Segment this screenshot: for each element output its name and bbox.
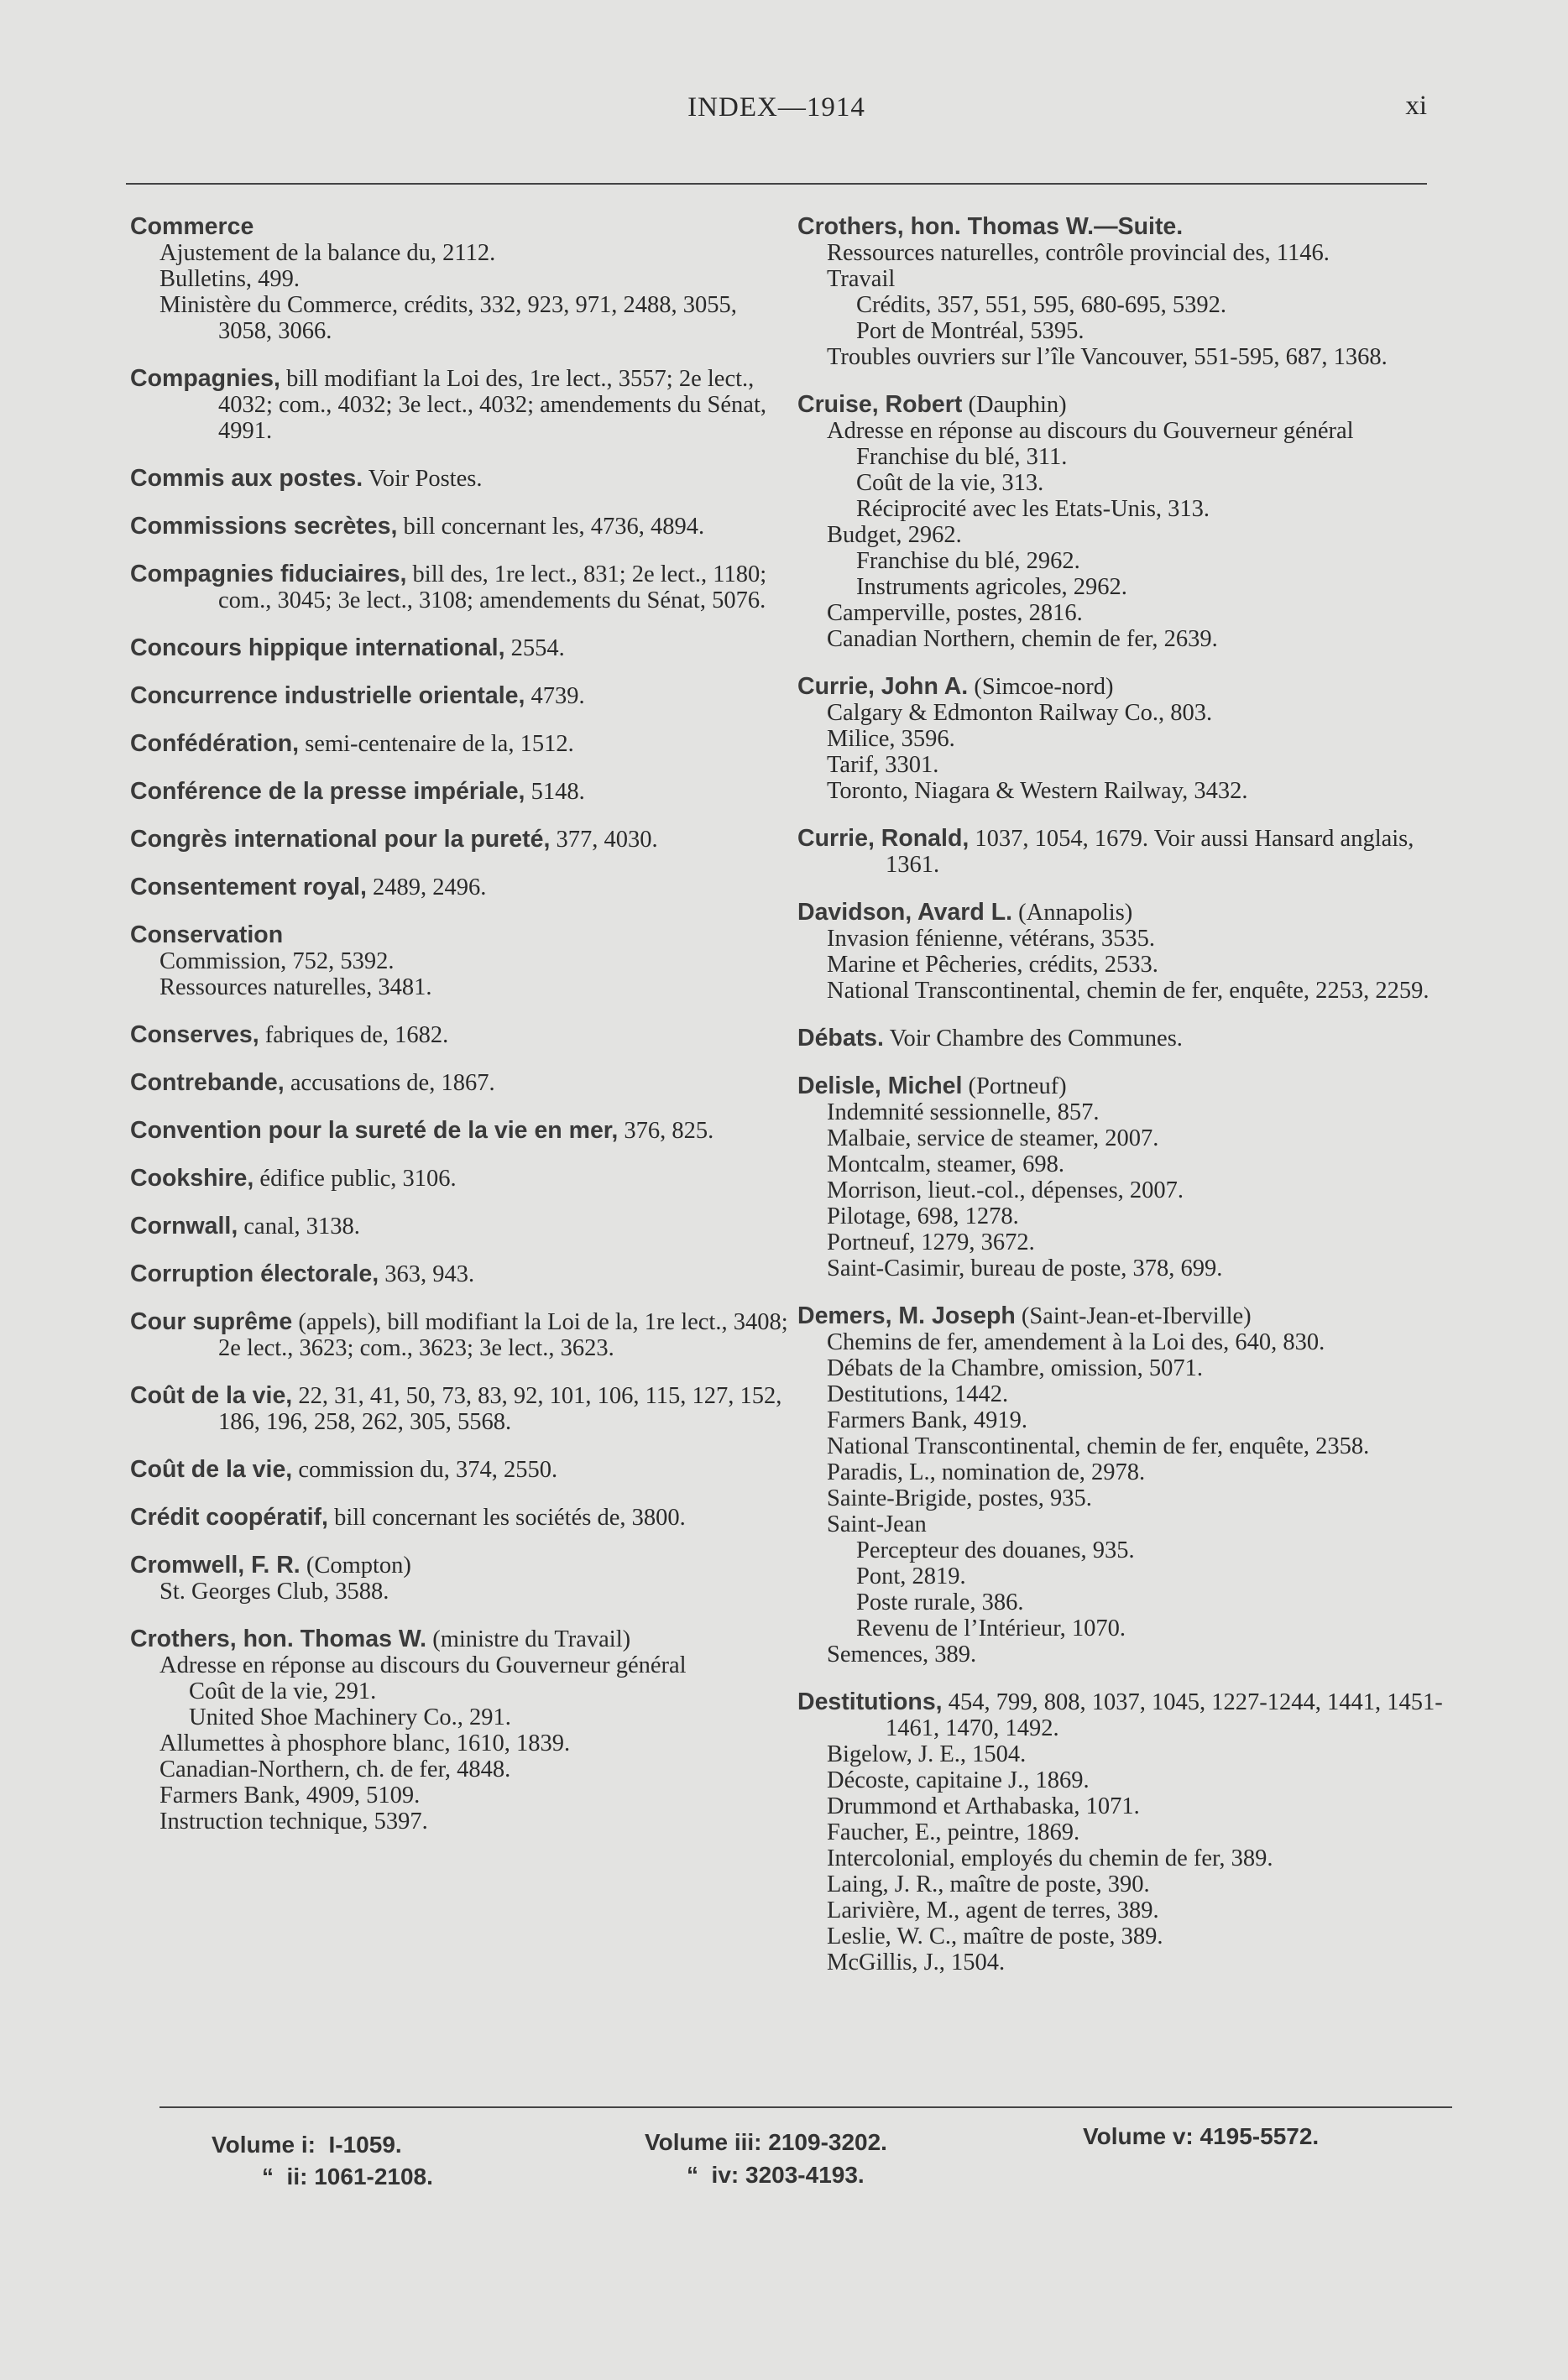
- sub-entry: Port de Montréal, 5395.: [856, 318, 1085, 344]
- entry-references: canal, 3138.: [238, 1213, 360, 1240]
- entry-term: Conférence de la presse impériale,: [130, 778, 525, 805]
- entry-heading: [130, 1261, 793, 1287]
- sub-entry: Indemnité sessionnelle, 857.: [827, 1099, 1100, 1125]
- entry-term: Conservation: [130, 921, 284, 948]
- sub-entry: Ministère du Commerce, crédits, 332, 923, 971, 2488, 3055, 3058, 3066.: [159, 292, 737, 344]
- index-entry: [797, 674, 1461, 804]
- index-entry: [130, 214, 793, 344]
- sub-entry: Ressources naturelles, 3481.: [159, 974, 432, 1000]
- index-entry: [797, 900, 1461, 1004]
- entry-term: Contrebande,: [130, 1069, 285, 1096]
- sub-entry: Sainte-Brigide, postes, 935.: [827, 1485, 1092, 1511]
- entry-term: Demers, M. Joseph: [797, 1302, 1016, 1329]
- sub-entry: Leslie, W. C., maître de poste, 389.: [827, 1923, 1163, 1949]
- footer-rule: [159, 2106, 1452, 2108]
- index-column-right: [797, 214, 1461, 1997]
- entry-heading: [130, 635, 793, 661]
- entry-references: bill des, 1re lect., 831; 2e lect., 1180; com., 3045; 3e lect., 3108; amendements du Sénat, 5076.: [218, 561, 767, 613]
- entry-heading: [130, 1213, 793, 1240]
- entry-term: Davidson, Avard L.: [797, 899, 1013, 926]
- entry-references: fabriques de, 1682.: [259, 1022, 449, 1048]
- sub-entry: Instruments agricoles, 2962.: [856, 574, 1127, 600]
- sub-entry: Pilotage, 698, 1278.: [827, 1203, 1019, 1229]
- index-entry: [797, 1303, 1461, 1668]
- sub-entry: Poste rurale, 386.: [856, 1589, 1024, 1615]
- sub-entry: Canadian-Northern, ch. de fer, 4848.: [159, 1756, 511, 1782]
- sub-entry: Décoste, capitaine J., 1869.: [827, 1767, 1090, 1793]
- entry-heading: [130, 683, 793, 709]
- sub-entry: Adresse en réponse au discours du Gouverneur général: [827, 418, 1354, 444]
- entry-references: 1037, 1054, 1679. Voir aussi Hansard anglais, 1361.: [886, 826, 1414, 878]
- sub-entry: Commission, 752, 5392.: [159, 948, 395, 974]
- sub-entry: Allumettes à phosphore blanc, 1610, 1839.: [159, 1730, 571, 1756]
- entry-term: Crothers, hon. Thomas W.—Suite.: [797, 213, 1184, 240]
- entry-term: Convention pour la sureté de la vie en mer,: [130, 1117, 619, 1144]
- index-entry: [130, 1309, 793, 1361]
- entry-heading: [130, 1118, 793, 1144]
- index-column-left: [130, 214, 793, 1856]
- sub-entry: Destitutions, 1442.: [827, 1381, 1009, 1407]
- index-entry: [130, 827, 793, 853]
- entry-references: 2489, 2496.: [366, 874, 487, 900]
- index-entry: [130, 561, 793, 613]
- index-entry: [797, 1026, 1461, 1052]
- sub-entry: Intercolonial, employés du chemin de fer, 389.: [827, 1845, 1273, 1871]
- entry-term: Débats.: [797, 1025, 884, 1052]
- page-header: [126, 84, 1427, 134]
- sub-entry: Larivière, M., agent de terres, 389.: [827, 1897, 1159, 1923]
- entry-references: 2554.: [504, 635, 565, 661]
- entry-heading: [130, 1022, 793, 1048]
- sub-entry: Bulletins, 499.: [159, 266, 301, 292]
- entry-references: bill modifiant la Loi des, 1re lect., 3557; 2e lect., 4032; com., 4032; 3e lect., 4032; amendements du Sénat, 4991.: [218, 366, 766, 444]
- sub-entry: United Shoe Machinery Co., 291.: [189, 1704, 511, 1730]
- sub-entry: Saint-Jean: [827, 1511, 927, 1537]
- entry-heading: [130, 561, 793, 613]
- entry-term: Commerce: [130, 213, 254, 240]
- index-entry: [130, 922, 793, 1000]
- index-entry: [797, 1073, 1461, 1281]
- entry-heading: [797, 826, 1461, 878]
- entry-references: accusations de, 1867.: [284, 1070, 495, 1096]
- index-entry: [130, 514, 793, 540]
- sub-entry: Toronto, Niagara & Western Railway, 3432.: [827, 778, 1248, 804]
- sub-entry: Morrison, lieut.-col., dépenses, 2007.: [827, 1177, 1184, 1203]
- entry-heading: [130, 466, 793, 492]
- sub-entry: Budget, 2962.: [827, 522, 962, 548]
- entry-term: Crothers, hon. Thomas W.: [130, 1626, 427, 1652]
- entry-term: Cookshire,: [130, 1165, 254, 1192]
- sub-entry: Portneuf, 1279, 3672.: [827, 1229, 1035, 1255]
- entry-term: Concurrence industrielle orientale,: [130, 682, 525, 709]
- entry-references: (ministre du Travail): [426, 1626, 631, 1652]
- entry-references: bill concernant les sociétés de, 3800.: [327, 1505, 686, 1531]
- entry-term: Coût de la vie,: [130, 1456, 293, 1483]
- sub-entry: Chemins de fer, amendement à la Loi des, 640, 830.: [827, 1329, 1325, 1355]
- entry-references: (Saint-Jean-et-Iberville): [1015, 1303, 1252, 1329]
- index-entry: [130, 1213, 793, 1240]
- entry-references: (appels), bill modifiant la Loi de la, 1re lect., 3408; 2e lect., 3623; com., 3623; 3e lect., 3623.: [218, 1309, 788, 1361]
- entry-term: Conserves,: [130, 1021, 259, 1048]
- entry-heading: [797, 1073, 1461, 1099]
- entry-heading: [130, 1626, 793, 1652]
- sub-entry: Troubles ouvriers sur l’île Vancouver, 551-595, 687, 1368.: [827, 344, 1388, 370]
- entry-term: Compagnies fiduciaires,: [130, 561, 407, 587]
- sub-entry: McGillis, J., 1504.: [827, 1949, 1006, 1976]
- entry-heading: [797, 674, 1461, 700]
- sub-entry: Malbaie, service de steamer, 2007.: [827, 1125, 1159, 1151]
- index-entry: [130, 635, 793, 661]
- entry-references: (Portneuf): [962, 1073, 1067, 1099]
- entry-term: Crédit coopératif,: [130, 1504, 328, 1531]
- sub-entry: Paradis, L., nomination de, 2978.: [827, 1459, 1146, 1485]
- volume-range-4: “ iv: 3203-4193.: [687, 2162, 865, 2188]
- entry-heading: [130, 874, 793, 900]
- sub-entry: Pont, 2819.: [856, 1563, 966, 1589]
- volume-range-5: Volume v: 4195-5572.: [1083, 2123, 1320, 2149]
- page-title: INDEX—1914: [687, 92, 865, 123]
- sub-entry: Farmers Bank, 4919.: [827, 1407, 1028, 1433]
- sub-entry: Montcalm, steamer, 698.: [827, 1151, 1064, 1177]
- entry-heading: [130, 514, 793, 540]
- entry-heading: [130, 1553, 793, 1579]
- entry-term: Cruise, Robert: [797, 391, 963, 418]
- index-entry: [130, 1022, 793, 1048]
- index-entry: [130, 1166, 793, 1192]
- entry-heading: [130, 731, 793, 757]
- sub-entry: Marine et Pêcheries, crédits, 2533.: [827, 952, 1158, 978]
- index-entry: [130, 1383, 793, 1435]
- entry-references: 363, 943.: [379, 1261, 475, 1287]
- index-entry: [797, 1689, 1461, 1976]
- entry-references: (Annapolis): [1012, 900, 1133, 926]
- entry-heading: [130, 1505, 793, 1531]
- sub-entry: Percepteur des douanes, 935.: [856, 1537, 1135, 1563]
- sub-entry: Farmers Bank, 4909, 5109.: [159, 1782, 421, 1808]
- entry-heading: [797, 900, 1461, 926]
- entry-references: 376, 825.: [618, 1118, 714, 1144]
- entry-heading: [130, 214, 793, 240]
- sub-entry: National Transcontinental, chemin de fer, enquête, 2358.: [827, 1433, 1370, 1459]
- entry-references: commission du, 374, 2550.: [292, 1457, 558, 1483]
- entry-term: Cour suprême: [130, 1308, 293, 1335]
- sub-entry: Adresse en réponse au discours du Gouverneur général: [159, 1652, 687, 1678]
- index-entry: [130, 366, 793, 444]
- sub-entry: Débats de la Chambre, omission, 5071.: [827, 1355, 1204, 1381]
- entry-heading: [797, 214, 1461, 240]
- sub-entry: Bigelow, J. E., 1504.: [827, 1741, 1027, 1767]
- entry-term: Congrès international pour la pureté,: [130, 826, 551, 853]
- entry-heading: [130, 779, 793, 805]
- entry-references: Voir Chambre des Communes.: [883, 1026, 1183, 1052]
- index-entry: [130, 1070, 793, 1096]
- entry-heading: [797, 392, 1461, 418]
- index-entry: [130, 1261, 793, 1287]
- entry-references: 377, 4030.: [550, 827, 658, 853]
- sub-entry: Invasion fénienne, vétérans, 3535.: [827, 926, 1155, 952]
- index-entry: [130, 1457, 793, 1483]
- page-number: xi: [1405, 91, 1427, 121]
- sub-entry: Coût de la vie, 291.: [189, 1678, 377, 1704]
- entry-term: Destitutions,: [797, 1688, 943, 1715]
- index-entry: [130, 779, 793, 805]
- index-entry: [130, 1118, 793, 1144]
- index-entry: [130, 874, 793, 900]
- sub-entry: Faucher, E., peintre, 1869.: [827, 1819, 1080, 1845]
- entry-references: 4739.: [525, 683, 585, 709]
- entry-heading: [130, 1457, 793, 1483]
- entry-heading: [130, 1309, 793, 1361]
- index-entry: [797, 392, 1461, 652]
- entry-term: Consentement royal,: [130, 874, 367, 900]
- entry-term: Confédération,: [130, 730, 300, 757]
- entry-term: Commissions secrètes,: [130, 513, 398, 540]
- entry-references: semi-centenaire de la, 1512.: [299, 731, 574, 757]
- entry-heading: [130, 827, 793, 853]
- index-entry: [797, 826, 1461, 878]
- index-entry: [130, 683, 793, 709]
- entry-references: Voir Postes.: [363, 466, 483, 492]
- header-rule: [126, 183, 1427, 185]
- entry-heading: [797, 1303, 1461, 1329]
- entry-term: Currie, John A.: [797, 673, 969, 700]
- index-entry: [130, 731, 793, 757]
- entry-term: Compagnies,: [130, 365, 280, 392]
- entry-references: (Dauphin): [962, 392, 1067, 418]
- volume-range-3: Volume iii: 2109-3202.: [645, 2129, 887, 2155]
- entry-heading: [797, 1026, 1461, 1052]
- entry-term: Cromwell, F. R.: [130, 1552, 301, 1579]
- entry-heading: [130, 366, 793, 444]
- entry-term: Cornwall,: [130, 1213, 238, 1240]
- entry-term: Currie, Ronald,: [797, 825, 970, 852]
- entry-term: Commis aux postes.: [130, 465, 363, 492]
- sub-entry: Camperville, postes, 2816.: [827, 600, 1083, 626]
- entry-heading: [797, 1689, 1461, 1741]
- sub-entry: Réciprocité avec les Etats-Unis, 313.: [856, 496, 1210, 522]
- sub-entry: Ressources naturelles, contrôle provincial des, 1146.: [827, 240, 1330, 266]
- entry-references: 454, 799, 808, 1037, 1045, 1227-1244, 1441, 1451-1461, 1470, 1492.: [886, 1689, 1443, 1741]
- entry-references: édifice public, 3106.: [253, 1166, 457, 1192]
- sub-entry: St. Georges Club, 3588.: [159, 1579, 389, 1605]
- sub-entry: Travail: [827, 266, 896, 292]
- sub-entry: Franchise du blé, 311.: [856, 444, 1068, 470]
- sub-entry: Calgary & Edmonton Railway Co., 803.: [827, 700, 1213, 726]
- entry-heading: [130, 922, 793, 948]
- entry-term: Delisle, Michel: [797, 1073, 963, 1099]
- entry-references: bill concernant les, 4736, 4894.: [397, 514, 705, 540]
- volume-range-2: “ ii: 1061-2108.: [262, 2163, 433, 2189]
- index-entry: [797, 214, 1461, 370]
- entry-term: Corruption électorale,: [130, 1260, 379, 1287]
- sub-entry: Laing, J. R., maître de poste, 390.: [827, 1871, 1150, 1897]
- entry-heading: [130, 1383, 793, 1435]
- sub-entry: Canadian Northern, chemin de fer, 2639.: [827, 626, 1218, 652]
- sub-entry: Revenu de l’Intérieur, 1070.: [856, 1615, 1126, 1641]
- entry-term: Coût de la vie,: [130, 1382, 293, 1409]
- sub-entry: Ajustement de la balance du, 2112.: [159, 240, 496, 266]
- sub-entry: Crédits, 357, 551, 595, 680-695, 5392.: [856, 292, 1226, 318]
- sub-entry: Milice, 3596.: [827, 726, 955, 752]
- entry-references: 22, 31, 41, 50, 73, 83, 92, 101, 106, 115, 127, 152, 186, 196, 258, 262, 305, 5568.: [218, 1383, 782, 1435]
- volume-range-1: Volume i: I-1059.: [212, 2132, 402, 2158]
- entry-heading: [130, 1166, 793, 1192]
- sub-entry: Franchise du blé, 2962.: [856, 548, 1080, 574]
- sub-entry: Coût de la vie, 313.: [856, 470, 1044, 496]
- sub-entry: National Transcontinental, chemin de fer, enquête, 2253, 2259.: [827, 978, 1429, 1004]
- sub-entry: Semences, 389.: [827, 1641, 977, 1668]
- sub-entry: Saint-Casimir, bureau de poste, 378, 699.: [827, 1255, 1223, 1281]
- index-entry: [130, 1626, 793, 1835]
- sub-entry: Drummond et Arthabaska, 1071.: [827, 1793, 1140, 1819]
- entry-references: (Compton): [300, 1553, 411, 1579]
- entry-references: (Simcoe-nord): [968, 674, 1114, 700]
- index-entry: [130, 1505, 793, 1531]
- sub-entry: Instruction technique, 5397.: [159, 1808, 428, 1835]
- sub-entry: Tarif, 3301.: [827, 752, 939, 778]
- entry-heading: [130, 1070, 793, 1096]
- index-entry: [130, 466, 793, 492]
- entry-term: Concours hippique international,: [130, 634, 505, 661]
- index-entry: [130, 1553, 793, 1605]
- entry-references: 5148.: [525, 779, 585, 805]
